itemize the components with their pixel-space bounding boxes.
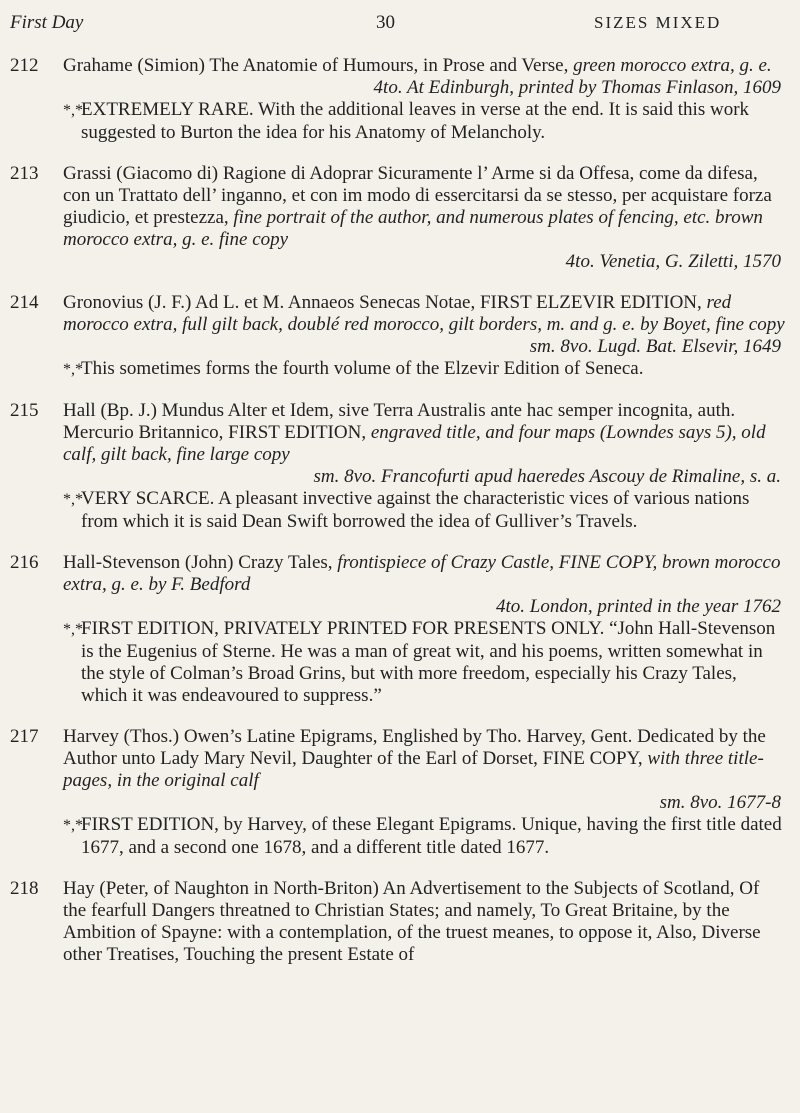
entry-note [63,99,785,144]
catalogue-entry [0,55,800,144]
catalogue-entry [0,878,800,966]
entry-title: Hall (Bp. J.) Mundus Alter et Idem, sive Terra Australis ante hac semper incognita, auth. Mercurio Britannico, FIRST EDITION, [63,400,736,443]
lot-number: 216 [10,552,39,573]
entry-binding: with three title-pages, in the original calf [63,748,764,791]
header-section: SIZES MIXED [594,13,722,32]
entry-note-text: FIRST EDITION, by Harvey, of these Elegant Epigrams. Unique, having the first title dated 1677, and a second one 1678, and a different title dated 1677. [81,814,782,858]
entry-binding: red morocco extra, full gilt back, doublé red morocco, gilt borders, m. and g. e. by Boyet, fine copy [63,292,785,335]
entry-title: Gronovius (J. F.) Ad L. et M. Annaeos Senecas Notae, FIRST ELZEVIR EDITION, [63,292,702,313]
catalogue-entry [0,163,800,273]
entry-title: Hay (Peter, of Naughton in North-Briton) An Advertisement to the Subjects of Scotland, Of the fearfull Dangers threatned to Christian States; and namely, To Great Britaine, by the Ambition of Spayne: with a contemplation, of the truest meanes, to oppose it, Also, Diverse other Treatises, Touching the present Estate of [63,878,761,965]
entry-note-text: VERY SCARCE. A pleasant invective against the characteristic vices of various nations from which it is said Dean Swift borrowed the idea of Gulliver’s Travels. [81,488,750,532]
lot-number: 213 [10,163,39,184]
entry-note [63,814,785,859]
entry-imprint: sm. 8vo. Lugd. Bat. Elsevir, 1649 [529,336,781,357]
entry-note [63,358,785,381]
lot-number: 214 [10,292,39,313]
lot-number: 215 [10,400,39,421]
catalogue-entry [0,726,800,859]
entry-binding: engraved title, and four maps (Lowndes says 5), old calf, gilt back, fine large copy [63,422,766,465]
entry-binding: green morocco extra, g. e. [573,55,772,76]
entry-binding: fine portrait of the author, and numerous plates of fencing, etc. brown morocco extra, g. e. fine copy [63,207,763,250]
entry-title: Grahame (Simion) The Anatomie of Humours, in Prose and Verse, [63,55,569,76]
asterism: *,* [63,621,83,638]
entry-imprint: 4to. At Edinburgh, printed by Thomas Finlason, 1609 [373,77,781,98]
entry-title: Grassi (Giacomo di) Ragione di Adoprar Sicuramente l’ Arme si da Offesa, come da difesa, con un Trattato dell’ inganno, et con im modo di essercitarsi da se stesso, per acquistare forza giudicio, et prestezza, [63,163,772,228]
entry-imprint: sm. 8vo. Francofurti apud haeredes Ascouy de Rimaline, s. a. [313,466,781,487]
entry-list [0,55,800,985]
asterism: *,* [63,102,83,119]
catalogue-entry [0,292,800,381]
lot-number: 217 [10,726,39,747]
entry-note-text: EXTREMELY RARE. With the additional leaves in verse at the end. It is said this work suggested to Burton the idea for his Anatomy of Melancholy. [81,99,750,143]
catalogue-entry [0,400,800,533]
entry-imprint: 4to. London, printed in the year 1762 [496,596,781,617]
running-header [0,12,800,42]
lot-number: 218 [10,878,39,899]
entry-note-text: This sometimes forms the fourth volume of the Elzevir Edition of Seneca. [81,358,644,379]
entry-binding: frontispiece of Crazy Castle, FINE COPY, brown morocco extra, g. e. by F. Bedford [63,552,781,595]
entry-imprint: 4to. Venetia, G. Ziletti, 1570 [565,251,781,272]
asterism: *,* [63,361,83,378]
header-day: First Day [10,12,84,33]
asterism: *,* [63,817,83,834]
page-number: 30 [376,12,395,33]
entry-note [63,618,785,707]
entry-title: Hall-Stevenson (John) Crazy Tales, [63,552,333,573]
entry-note [63,488,785,533]
entry-imprint: sm. 8vo. 1677-8 [659,792,781,813]
entry-title: Harvey (Thos.) Owen’s Latine Epigrams, Englished by Tho. Harvey, Gent. Dedicated by the Author unto Lady Mary Nevil, Daughter of the Earl of Dorset, FINE COPY, [63,726,766,769]
lot-number: 212 [10,55,39,76]
asterism: *,* [63,491,83,508]
catalogue-entry [0,552,800,707]
entry-note-text: FIRST EDITION, PRIVATELY PRINTED FOR PRESENTS ONLY. “John Hall-Stevenson is the Eugenius of Sterne. He was a man of great wit, and his poems, written somewhat in the style of Colman’s Broad Grins, but with more freedom, especially his Crazy Tales, which it was endeavoured to suppress.” [81,618,776,706]
